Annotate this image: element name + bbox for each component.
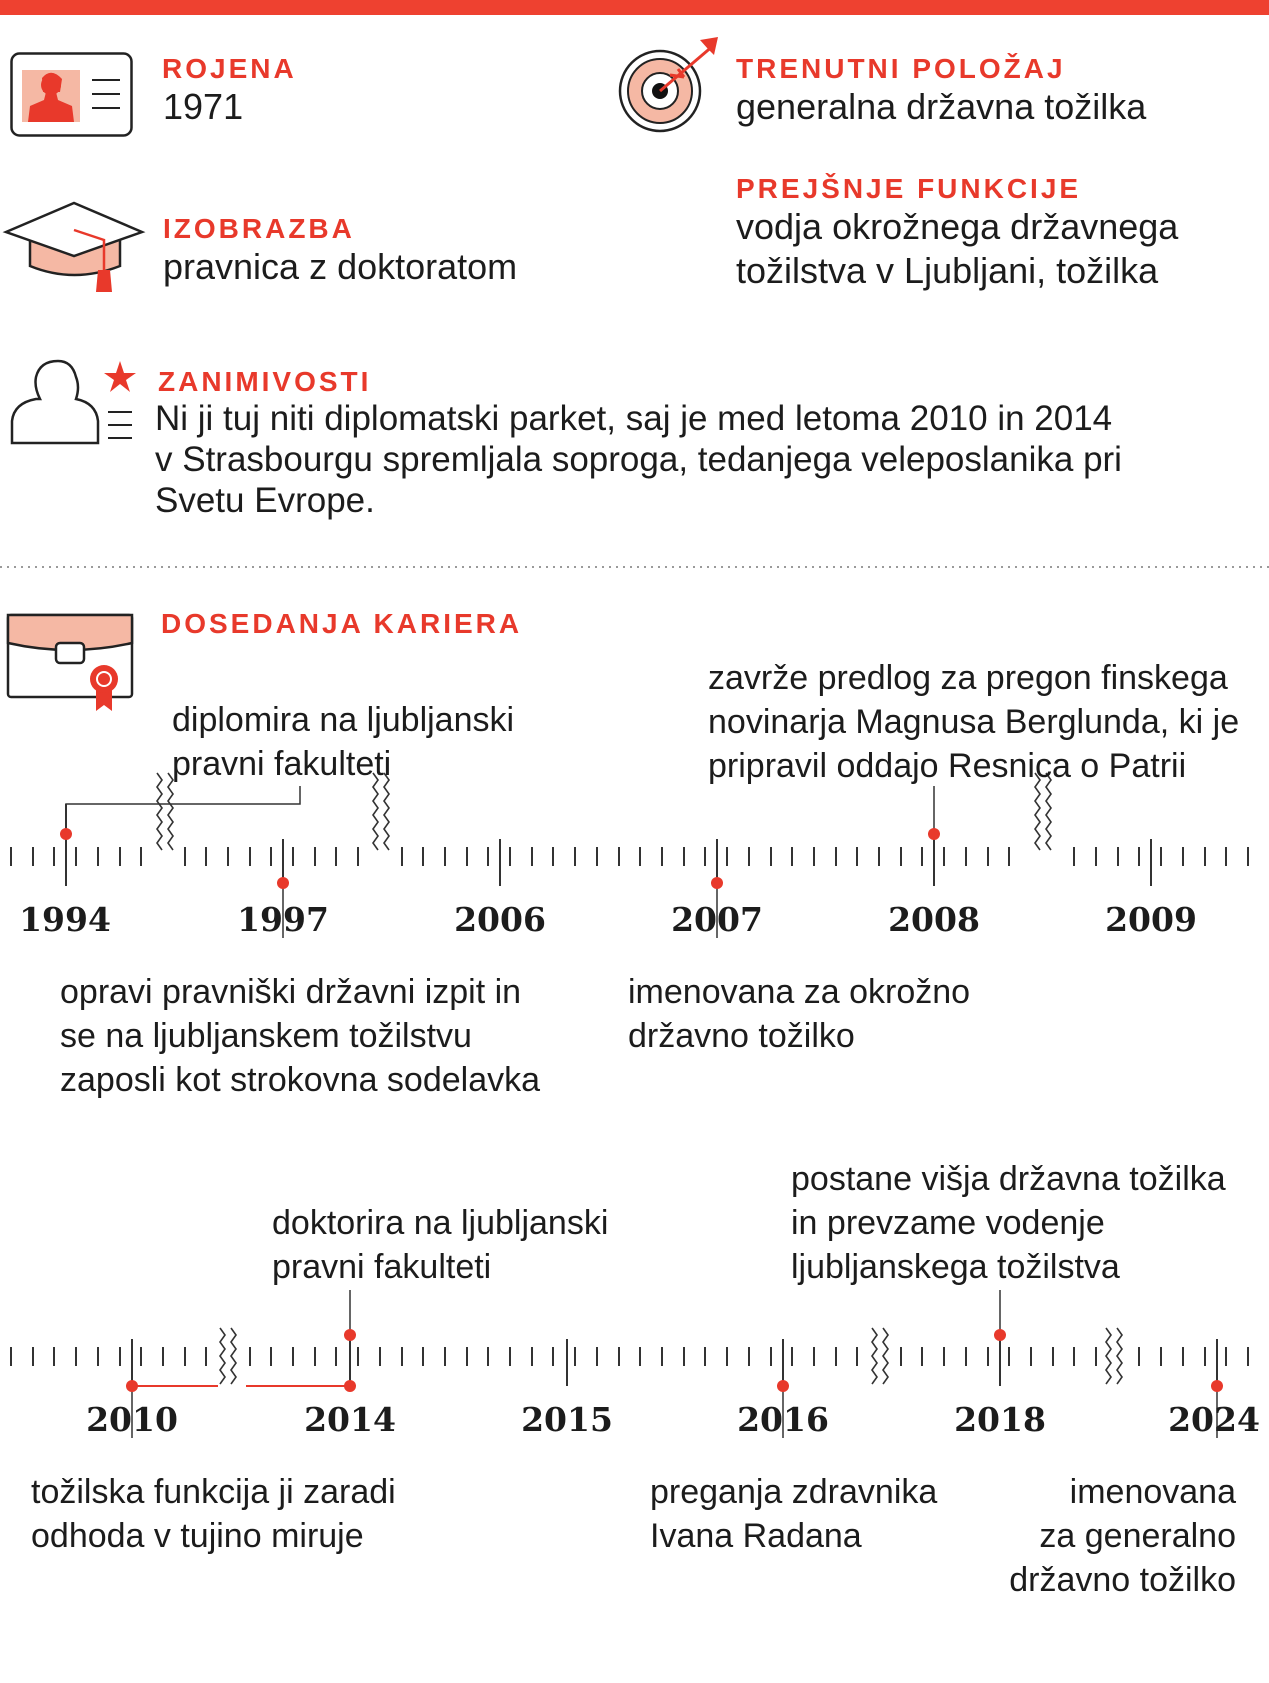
event-2016-line-1: preganja zdravnika [650,1473,938,1511]
year-2008: 2008 [888,900,980,939]
dot-2016 [777,1380,789,1392]
previous-line-1: vodja okrožnega državnega [736,206,1179,247]
section-divider [0,565,1269,569]
dot-2008 [928,828,940,840]
trivia-text [155,398,1122,521]
event-1997 [60,970,540,1102]
previous-line-2: tožilstva v Ljubljani, tožilka [736,250,1159,291]
event-2010-line-1: tožilska funkcija ji zaradi [31,1473,396,1511]
career-label: DOSEDANJA KARIERA [161,608,523,639]
dot-2024 [1211,1380,1223,1392]
event-2007-line-2: državno tožilko [628,1017,855,1055]
id-card-icon [10,52,135,138]
event-2018-line-2: in prevzame vodenje [791,1204,1105,1242]
dot-1994 [60,828,72,840]
leaders-row-2 [0,1260,1269,1480]
year-2018: 2018 [954,1400,1046,1439]
event-1997-line-1: opravi pravniški državni izpit in [60,973,522,1011]
year-2009: 2009 [1105,900,1197,939]
top-accent-bar [0,0,1269,15]
year-2014: 2014 [304,1400,396,1439]
event-2014-line-2: pravni fakulteti [272,1248,492,1286]
diploma-folder-icon [6,613,136,715]
event-1994-line-2: pravni fakulteti [172,745,392,783]
education-value: pravnica z doktoratom [163,246,518,287]
dot-2014-end [344,1380,356,1392]
event-2010 [31,1470,396,1558]
event-2016 [650,1470,937,1558]
education-label: IZOBRAZBA [163,213,355,244]
year-2016: 2016 [737,1400,829,1439]
year-2015: 2015 [521,1400,613,1439]
trivia-line-2: v Strasbourgu spremljala soproga, tedanjega veleposlanika pri [155,440,1122,479]
previous-value [736,205,1178,293]
target-icon [618,35,728,135]
event-1997-line-2: se na ljubljanskem tožilstvu [60,1017,472,1055]
event-2007-line-1: imenovana za okrožno [628,973,971,1011]
event-2018 [791,1157,1226,1289]
event-1994-line-1: diplomira na ljubljanski [172,701,515,739]
event-2014 [272,1201,608,1289]
position-label: TRENUTNI POLOŽAJ [736,53,1066,84]
dot-2018 [994,1329,1006,1341]
event-2024-line-3: državno tožilko [1009,1561,1236,1599]
event-2024-line-1: imenovana [1069,1473,1236,1511]
event-2007 [628,970,970,1058]
year-2024: 2024 [1168,1400,1260,1439]
dot-1997 [277,877,289,889]
event-2016-line-2: Ivana Radana [650,1517,862,1555]
dot-2014 [344,1329,356,1341]
trivia-label: ZANIMIVOSTI [158,366,372,397]
event-2008-line-2: novinarja Magnusa Berglunda, ki je [708,703,1240,741]
event-2018-line-3: ljubljanskega tožilstva [791,1248,1120,1286]
event-2008 [708,656,1239,788]
year-1994: 1994 [19,900,111,939]
year-2006: 2006 [454,900,546,939]
trivia-line-3: Svetu Evrope. [155,481,375,520]
trivia-line-1: Ni ji tuj niti diplomatski parket, saj je med letoma 2010 in 2014 [155,399,1113,438]
dot-2010 [126,1380,138,1392]
event-2014-line-1: doktorira na ljubljanski [272,1204,609,1242]
year-2007: 2007 [671,900,763,939]
year-1997: 1997 [237,900,329,939]
event-2024 [980,1470,1236,1602]
event-2010-line-2: odhoda v tujino miruje [31,1517,364,1555]
event-1994 [172,698,514,786]
event-2008-line-3: pripravil oddajo Resnica o Patrii [708,747,1187,785]
event-2008-line-1: zavrže predlog za pregon finskega [708,659,1228,697]
event-2024-line-2: za generalno [1039,1517,1236,1555]
event-1997-line-3: zaposli kot strokovna sodelavka [60,1061,541,1099]
profile-star-icon [10,357,140,447]
dot-2007 [711,877,723,889]
born-label: ROJENA [162,53,297,84]
position-value: generalna državna tožilka [736,86,1147,127]
previous-label: PREJŠNJE FUNKCIJE [736,173,1082,204]
year-2010: 2010 [86,1400,178,1439]
graduation-cap-icon [4,200,144,295]
born-value: 1971 [163,86,244,127]
event-2018-line-1: postane višja državna tožilka [791,1160,1226,1198]
